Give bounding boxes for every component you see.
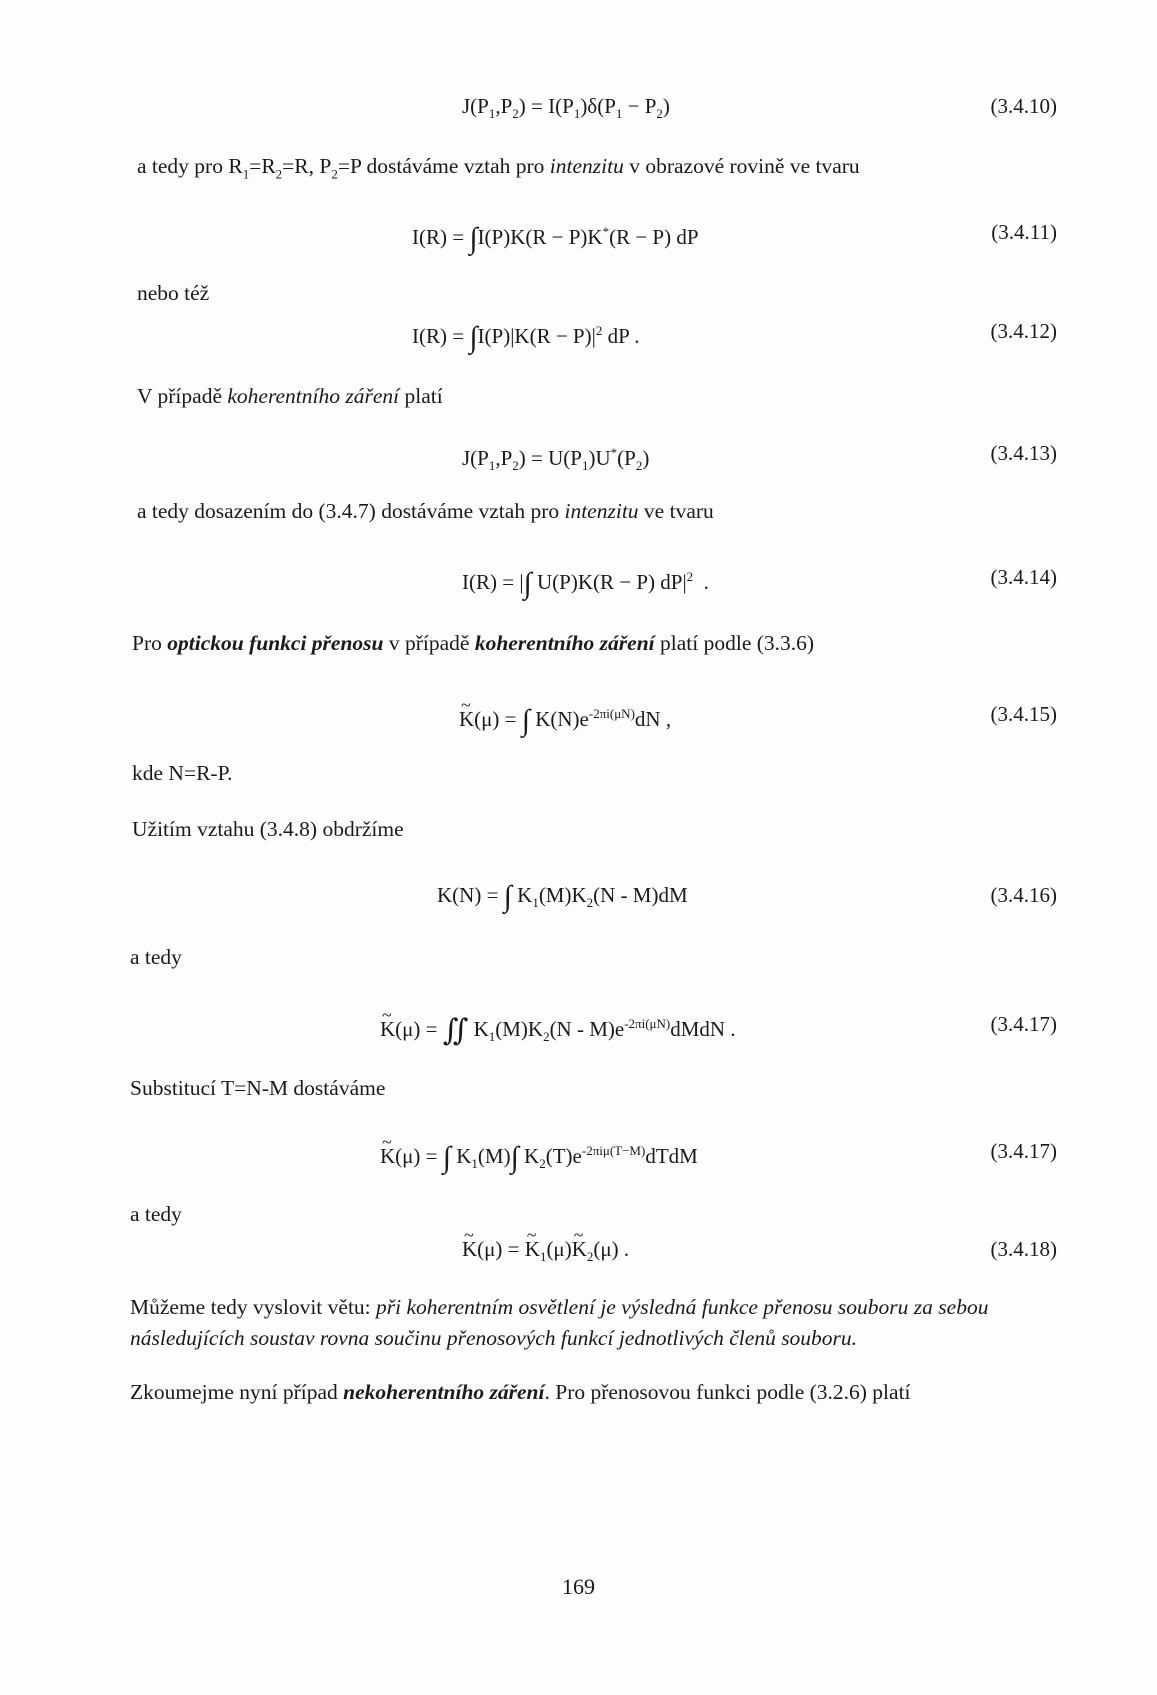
equation-number: (3.4.15)	[990, 702, 1057, 726]
equation-3-4-10: $J(P_1,P_2) = I(P_1)\delta(P_1 - P_2)$	[462, 94, 670, 122]
equation-number: (3.4.14)	[990, 565, 1057, 589]
equation-number: (3.4.12)	[990, 319, 1057, 343]
paragraph-text: Zkoumejme nyní případ nekoherentního záření. Pro přenosovou funkci podle (3.2.6) platí	[130, 1380, 911, 1404]
page-number: 169	[562, 1574, 595, 1599]
paragraph-text: a tedy	[130, 945, 182, 969]
paragraph-text: kde N=R-P.	[132, 761, 233, 785]
paragraph-text: a tedy	[130, 1202, 182, 1226]
equation-3-4-15: ~ K(μ) = ∫ $K(N)e^{-2\pi i(\mu N)}dN$ ,	[459, 700, 671, 735]
equation-number: (3.4.10)	[990, 94, 1057, 118]
paragraph-text: Pro optickou funkci přenosu v případě koherentního záření platí podle (3.3.6)	[132, 631, 815, 655]
paragraph-text: a tedy dosazením do (3.4.7) dostáváme vztah pro intenzitu ve tvaru	[137, 499, 714, 523]
equation-number: (3.4.11)	[991, 220, 1057, 244]
theorem-paragraph: Můžeme tedy vyslovit větu: při koherentním osvětlení je výsledná funkce přenosu souboru za sebou následujících soustav rovna součinu přenosových funkcí jednotlivých členů souboru.	[130, 1295, 989, 1350]
equation-3-4-17b: ~ K(μ) = ∫ $K_1(M)\int$ $K_2(T)e^{-2\pi i\mu(T-M)}dTdM$	[380, 1137, 698, 1178]
paragraph-text: a tedy pro $R_1=R_2=R$, $P_2=P$ dostáváme vztah pro intenzitu v obrazové rovině ve tvaru	[137, 154, 860, 182]
paragraph-text: Užitím vztahu (3.4.8) obdržíme	[132, 817, 404, 841]
equation-3-4-11: I(R) = ∫I(P)K(R − P)K*(R − P) dP	[412, 222, 699, 255]
equation-number: (3.4.18)	[990, 1237, 1057, 1261]
equation-3-4-17a: ~ K(μ) = ∬ $K_1(M)K_2(N$ - $M)e^{-2\pi i(\mu N)}dMdN$ .	[380, 1010, 736, 1051]
equation-3-4-16: K(N) = ∫ $K_1(M)K_2(N - M)dM$	[437, 880, 688, 913]
equation-number: (3.4.13)	[990, 441, 1057, 465]
equation-3-4-18: ~ K(μ) = ~ $K_1(\mu)\sim$ $K_2(\mu)$ .	[462, 1235, 629, 1271]
paragraph-text: V případě koherentního záření platí	[137, 384, 443, 408]
equation-number: (3.4.17)	[990, 1139, 1057, 1163]
equation-3-4-13: $J(P_1,P_2) = U(P_1)U^*(P_2)$	[462, 445, 650, 474]
paragraph-text: Substitucí T=N-M dostáváme	[130, 1076, 386, 1100]
equation-3-4-14: I(R) = |∫ U(P)K(R − P) $dP|^2$ .	[462, 567, 709, 600]
equation-number: (3.4.17)	[990, 1012, 1057, 1036]
equation-3-4-12: $I(R) = \int I(P)|K(R - P)|^2$ dP .	[412, 321, 640, 354]
paragraph-text: nebo též	[137, 281, 210, 305]
equation-number: (3.4.16)	[990, 883, 1057, 907]
